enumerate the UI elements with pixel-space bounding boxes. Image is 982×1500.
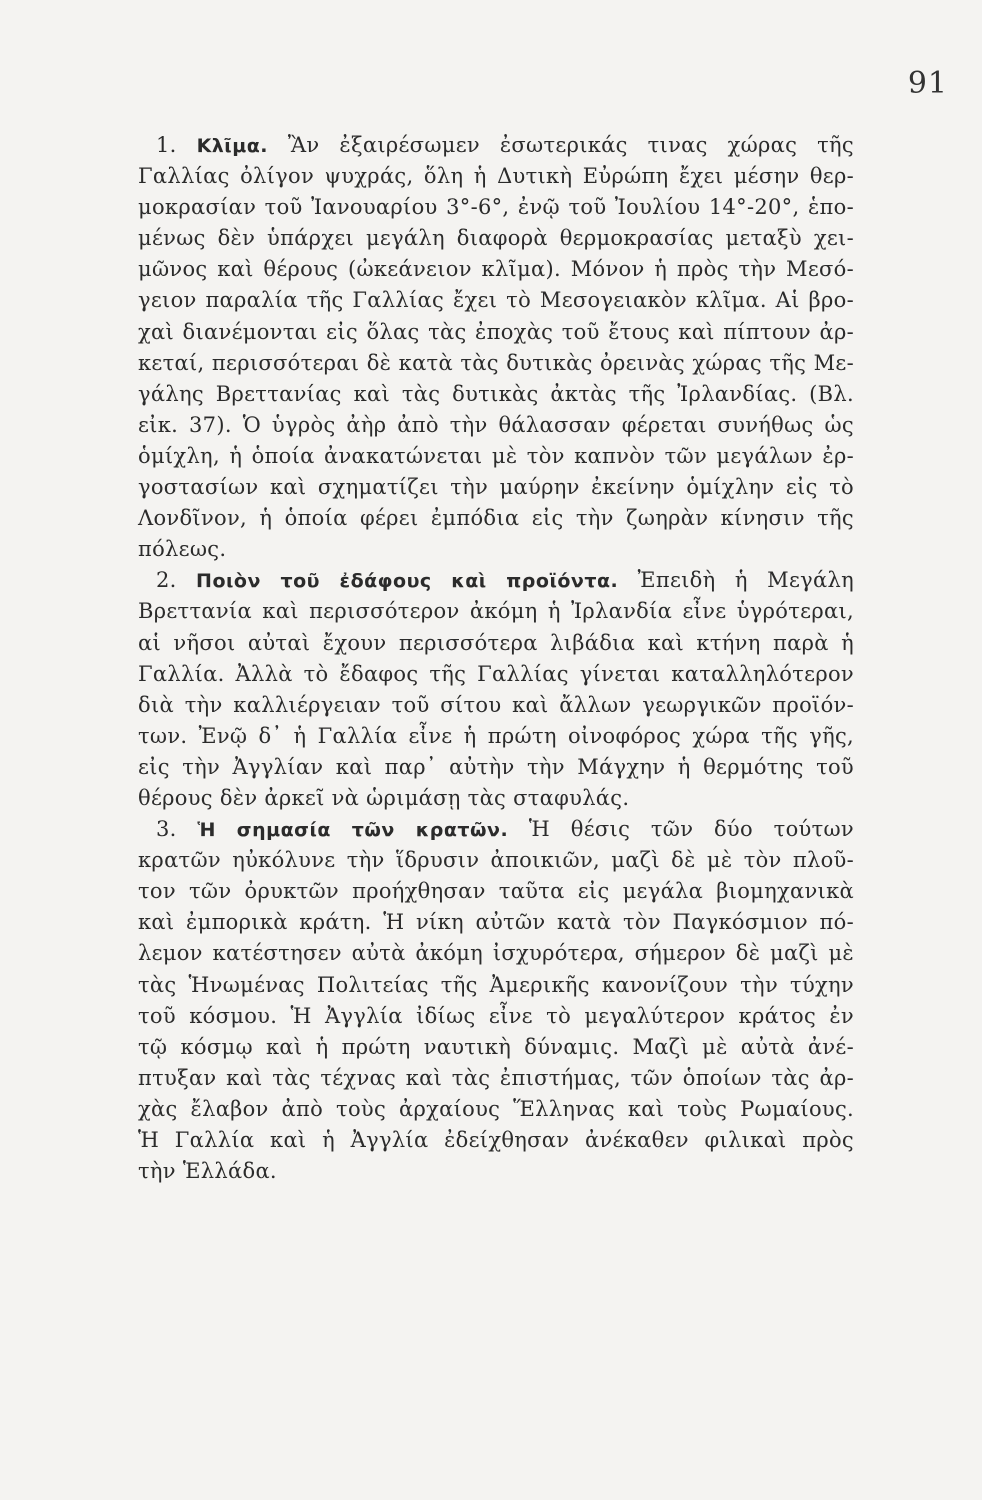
paragraph-text: Ἂν ἐξαιρέσωμεν ἐσωτερικάς τινας χώρας τῆς	[287, 133, 854, 157]
paragraph-line: τῷ κόσμῳ καὶ ἡ πρώτη ναυτικὴ δύναμις. Μαζὶ μὲ αὐτὰ ἀνέ-	[138, 1034, 854, 1059]
paragraph-line: Λονδῖνον, ἡ ὁποία φέρει ἐμπόδια εἰς τὴν ζωηρὰν κίνησιν τῆς	[138, 506, 854, 531]
paragraph-line: μοκρασίαν τοῦ Ἰανουαρίου 3°-6°, ἐνῷ τοῦ Ἰουλίου 14°-20°, ἑπο-	[138, 195, 854, 220]
paragraph-line: διὰ τὴν καλλιέργειαν τοῦ σίτου καὶ ἄλλων γεωργικῶν προϊόν-	[138, 692, 854, 717]
paragraph-line: κρατῶν ηὐκόλυνε τὴν ἵδρυσιν ἀποικιῶν, μαζὶ δὲ μὲ τὸν πλοῦ-	[138, 848, 854, 873]
paragraph-line: χαὶ διανέμονται εἰς ὅλας τὰς ἐποχὰς τοῦ ἔτους καὶ πίπτουν ἀρ-	[138, 319, 854, 344]
paragraph-line: καὶ ἐμπορικὰ κράτη. Ἡ νίκη αὐτῶν κατὰ τὸν Παγκόσμιον πό-	[138, 910, 854, 935]
paragraph-line: μένως δὲν ὑπάρχει μεγάλη διαφορὰ θερμοκρασίας μεταξὺ χει-	[138, 226, 854, 251]
page-number: 91	[907, 66, 948, 101]
section-heading: Κλῖμα.	[196, 135, 268, 157]
paragraph-line: τὰς Ἡνωμένας Πολιτείας τῆς Ἀμερικῆς κανονίζουν τὴν τύχην	[138, 972, 854, 997]
section-number: 3.	[156, 817, 177, 842]
paragraph-line: θέρους δὲν ἀρκεῖ νὰ ὡριμάσῃ τὰς σταφυλάς.	[138, 785, 630, 810]
paragraph-line: Γαλλία. Ἀλλὰ τὸ ἔδαφος τῆς Γαλλίας γίνεται καταλληλότερον	[138, 661, 854, 686]
section-first-line	[138, 130, 854, 161]
section-first-line	[138, 814, 854, 845]
section-climate	[138, 130, 854, 565]
paragraph-line: Γαλλίας ὀλίγον ψυχράς, ὅλη ἡ Δυτικὴ Εὐρώπη ἔχει μέσην θερ-	[138, 164, 854, 189]
section-heading: Ἡ σημασία τῶν κρατῶν.	[197, 819, 509, 842]
paragraph-line: ὁμίχλη, ἡ ὁποία ἀνακατώνεται μὲ τὸν καπνὸν τῶν μεγάλων ἐρ-	[138, 443, 854, 468]
section-first-line	[138, 565, 854, 596]
paragraph-line: Βρεττανία καὶ περισσότερον ἀκόμη ἡ Ἰρλανδία εἶνε ὑγρότεραι,	[138, 599, 854, 624]
paragraph-text: Ἡ θέσις τῶν δύο τούτων	[528, 817, 854, 842]
paragraph-line: πτυξαν καὶ τὰς τέχνας καὶ τὰς ἐπιστήμας, τῶν ὁποίων τὰς ἀρ-	[138, 1065, 854, 1090]
paragraph-line: γάλης Βρεττανίας καὶ τὰς δυτικὰς ἀκτὰς τῆς Ἰρλανδίας. (Βλ.	[138, 381, 854, 406]
paragraph-line: τον τῶν ὀρυκτῶν προήχθησαν ταῦτα εἰς μεγάλα βιομηχανικὰ	[138, 879, 854, 904]
paragraph-line: εἰκ. 37). Ὁ ὑγρὸς ἀὴρ ἀπὸ τὴν θάλασσαν φέρεται συνήθως ὡς	[138, 412, 854, 437]
paragraph-line: εἰς τὴν Ἀγγλίαν καὶ παρ᾽ αὐτὴν τὴν Μάγχην ἡ θερμότης τοῦ	[138, 754, 854, 779]
paragraph-line: χὰς ἔλαβον ἀπὸ τοὺς ἀρχαίους Ἕλληνας καὶ τοὺς Ρωμαίους.	[138, 1096, 854, 1121]
page-body-text	[138, 130, 854, 1187]
paragraph-line: μῶνος καὶ θέρους (ὠκεάνειον κλῖμα). Μόνον ἡ πρὸς τὴν Μεσό-	[138, 257, 854, 282]
paragraph-line: τὴν Ἑλλάδα.	[138, 1159, 277, 1184]
paragraph-line: των. Ἐνῷ δ᾽ ἡ Γαλλία εἶνε ἡ πρώτη οἰνοφόρος χώρα τῆς γῆς,	[138, 723, 854, 748]
section-number: 2.	[156, 568, 177, 593]
paragraph-line: πόλεως.	[138, 537, 227, 562]
paragraph-line: Ἡ Γαλλία καὶ ἡ Ἀγγλία ἐδείχθησαν ἀνέκαθεν φιλικαὶ πρὸς	[138, 1128, 854, 1152]
section-number: 1.	[156, 133, 177, 157]
paragraph-line: λεμον κατέστησεν αὐτὰ ἀκόμη ἰσχυρότερα, σήμερον δὲ μαζὶ μὲ	[138, 941, 854, 966]
section-heading: Ποιὸν τοῦ ἐδάφους καὶ προϊόντα.	[196, 570, 619, 593]
section-soil-and-products	[138, 565, 854, 814]
paragraph-text: Ἐπειδὴ ἡ Μεγάλη	[637, 568, 854, 593]
paragraph-line: γοστασίων καὶ σχηματίζει τὴν μαύρην ἐκείνην ὁμίχλην εἰς τὸ	[138, 475, 854, 500]
paragraph-line: αἱ νῆσοι αὐταὶ ἔχουν περισσότερα λιβάδια καὶ κτήνη παρὰ ἡ	[138, 630, 854, 655]
paragraph-line: τοῦ κόσμου. Ἡ Ἀγγλία ἰδίως εἶνε τὸ μεγαλύτερον κράτος ἐν	[138, 1003, 854, 1028]
section-importance-of-states	[138, 814, 854, 1187]
paragraph-line: γειον παραλία τῆς Γαλλίας ἔχει τὸ Μεσογειακὸν κλῖμα. Αἱ βρο-	[138, 288, 854, 313]
paragraph-line: κεταί, περισσότεραι δὲ κατὰ τὰς δυτικὰς ὀρεινὰς χώρας τῆς Με-	[138, 350, 854, 375]
